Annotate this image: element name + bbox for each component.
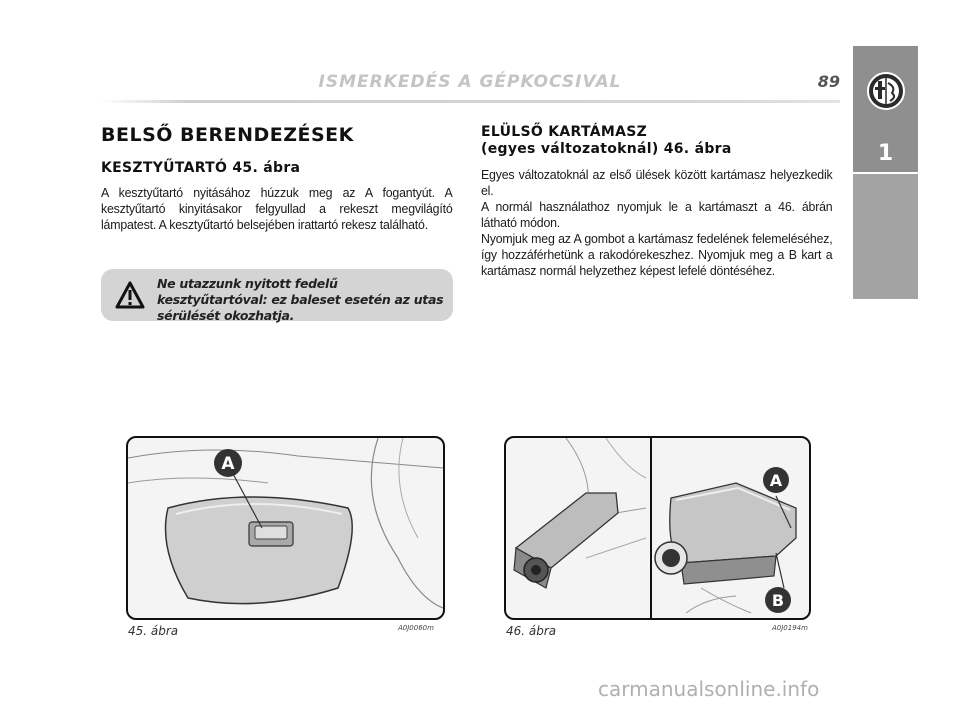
- figure-46-armrest: [504, 436, 811, 620]
- glovebox-subtitle: KESZTYŰTARTÓ 45. ábra: [101, 160, 301, 176]
- glovebox-illustration: [128, 438, 443, 618]
- page-number: 89: [817, 72, 840, 91]
- chapter-number: 1: [853, 136, 918, 174]
- logo-box: [853, 46, 918, 138]
- figure-45-code: A0J0060m: [398, 624, 434, 632]
- warning-text: Ne utazzunk nyitott fedelű kesztyűtartóval: ez baleset esetén az utas sérülését okozhatja.: [157, 276, 444, 323]
- callout-a-label: A: [769, 471, 783, 490]
- callout-a-label: A: [221, 454, 235, 474]
- warning-box: [101, 269, 453, 321]
- callout-a-marker: [213, 448, 243, 478]
- armrest-subtitle-line2: (egyes változatoknál) 46. ábra: [481, 141, 732, 157]
- right-column: [481, 124, 833, 279]
- header-rule: [100, 100, 840, 103]
- page-header: [100, 72, 840, 102]
- armrest-paragraph-3: Nyomjuk meg az A gombot a kartámasz fedelének felemeléséhez, így hozzáférhetünk a rakodórekeszhez. Nyomjuk meg a B kart a kartámasz normál helyzethez képest lefelé döntéséhez.: [481, 231, 833, 278]
- watermark: carmanualsonline.info: [598, 677, 820, 701]
- left-column: [101, 124, 453, 233]
- figure-45-glovebox: [126, 436, 445, 620]
- armrest-paragraph-2: A normál használathoz nyomjuk le a kartámaszt a 46. ábrán látható módon.: [481, 199, 833, 230]
- figure-46-caption: 46. ábra: [506, 624, 557, 638]
- callout-b-label: B: [771, 591, 785, 610]
- armrest-subtitle-line1: ELÜLSŐ KARTÁMASZ: [481, 124, 648, 140]
- running-title: ISMERKEDÉS A GÉPKOCSIVAL: [318, 72, 622, 92]
- glovebox-paragraph: A kesztyűtartó nyitásához húzzuk meg az A fogantyút. A kesztyűtartó kinyitásakor felgyullad a rekeszt megvilágító lámpatest. A kesztyűtartó belsejében irattartó rekesz található.: [101, 185, 453, 232]
- callout-a-marker: [762, 466, 790, 494]
- armrest-paragraph-1: Egyes változatoknál az első ülések között kartámasz helyezkedik el.: [481, 167, 833, 198]
- callout-b-marker: [764, 586, 792, 614]
- figure-46-code: A0J0194m: [772, 624, 808, 632]
- armrest-subtitle: [481, 124, 833, 158]
- alfa-romeo-logo-icon: [866, 71, 906, 111]
- warning-triangle-icon: [115, 281, 145, 309]
- figure-45-caption: 45. ábra: [128, 624, 179, 638]
- section-title: BELSŐ BERENDEZÉSEK: [101, 124, 354, 146]
